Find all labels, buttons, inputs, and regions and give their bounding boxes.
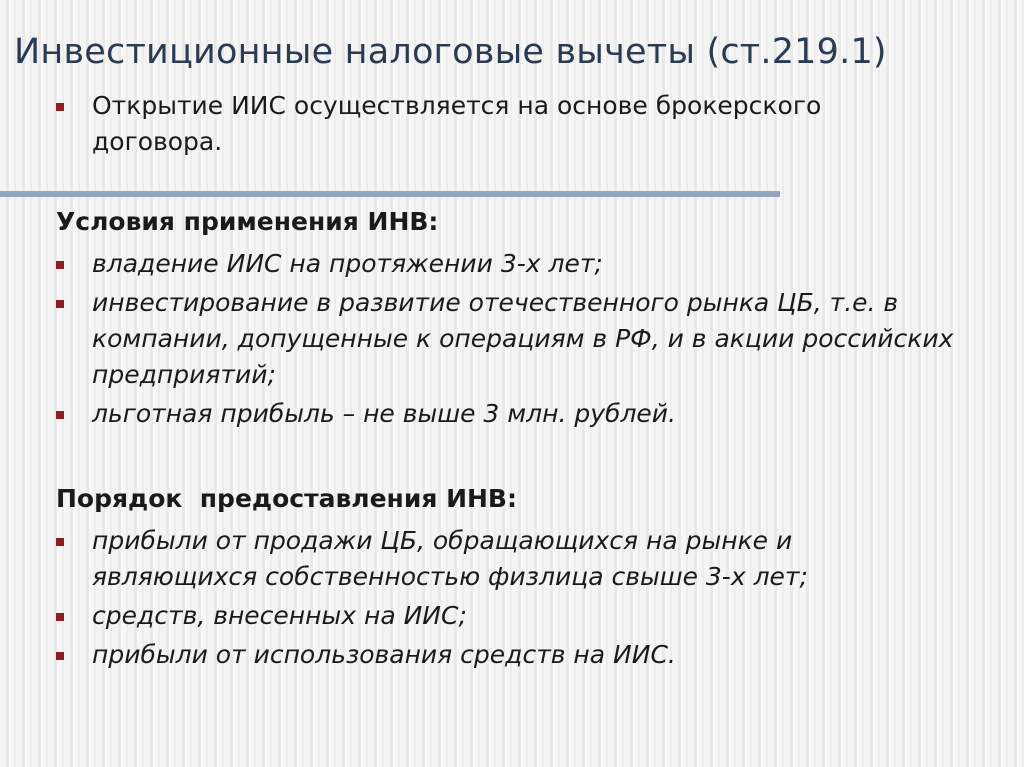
square-bullet-icon xyxy=(56,538,64,546)
divider xyxy=(0,191,780,197)
section-heading: Условия применения ИНВ: xyxy=(56,207,439,236)
square-bullet-icon xyxy=(56,411,64,419)
list-item xyxy=(56,285,956,393)
square-bullet-icon xyxy=(56,103,64,111)
list-item xyxy=(56,598,956,634)
list-item xyxy=(56,88,936,160)
procedure-section xyxy=(56,481,956,676)
square-bullet-icon xyxy=(56,652,64,660)
conditions-section xyxy=(56,204,956,435)
list-item-text: прибыли от использования средств на ИИС. xyxy=(92,640,676,669)
list-item xyxy=(56,396,956,432)
list-item-text: владение ИИС на протяжении 3-х лет; xyxy=(92,249,603,278)
list-item-text: инвестирование в развитие отечественного рынка ЦБ, т.е. в компании, допущенные к операциям в РФ, и в акции российских предприятий; xyxy=(92,288,954,389)
list-item xyxy=(56,523,956,595)
square-bullet-icon xyxy=(56,613,64,621)
square-bullet-icon xyxy=(56,261,64,269)
list-item-text: льготная прибыль – не выше 3 млн. рублей. xyxy=(92,399,676,428)
list-item xyxy=(56,637,956,673)
list-item-text: Открытие ИИС осуществляется на основе брокерского договора. xyxy=(92,91,822,156)
slide-title: Инвестиционные налоговые вычеты (ст.219.1) xyxy=(14,32,887,72)
intro-list xyxy=(56,88,936,163)
list-item-text: прибыли от продажи ЦБ, обращающихся на рынке и являющихся собственностью физлица свыше 3-х лет; xyxy=(92,526,808,591)
square-bullet-icon xyxy=(56,300,64,308)
section-heading: Порядок предоставления ИНВ: xyxy=(56,484,517,513)
list-item xyxy=(56,246,956,282)
list-item-text: средств, внесенных на ИИС; xyxy=(92,601,467,630)
